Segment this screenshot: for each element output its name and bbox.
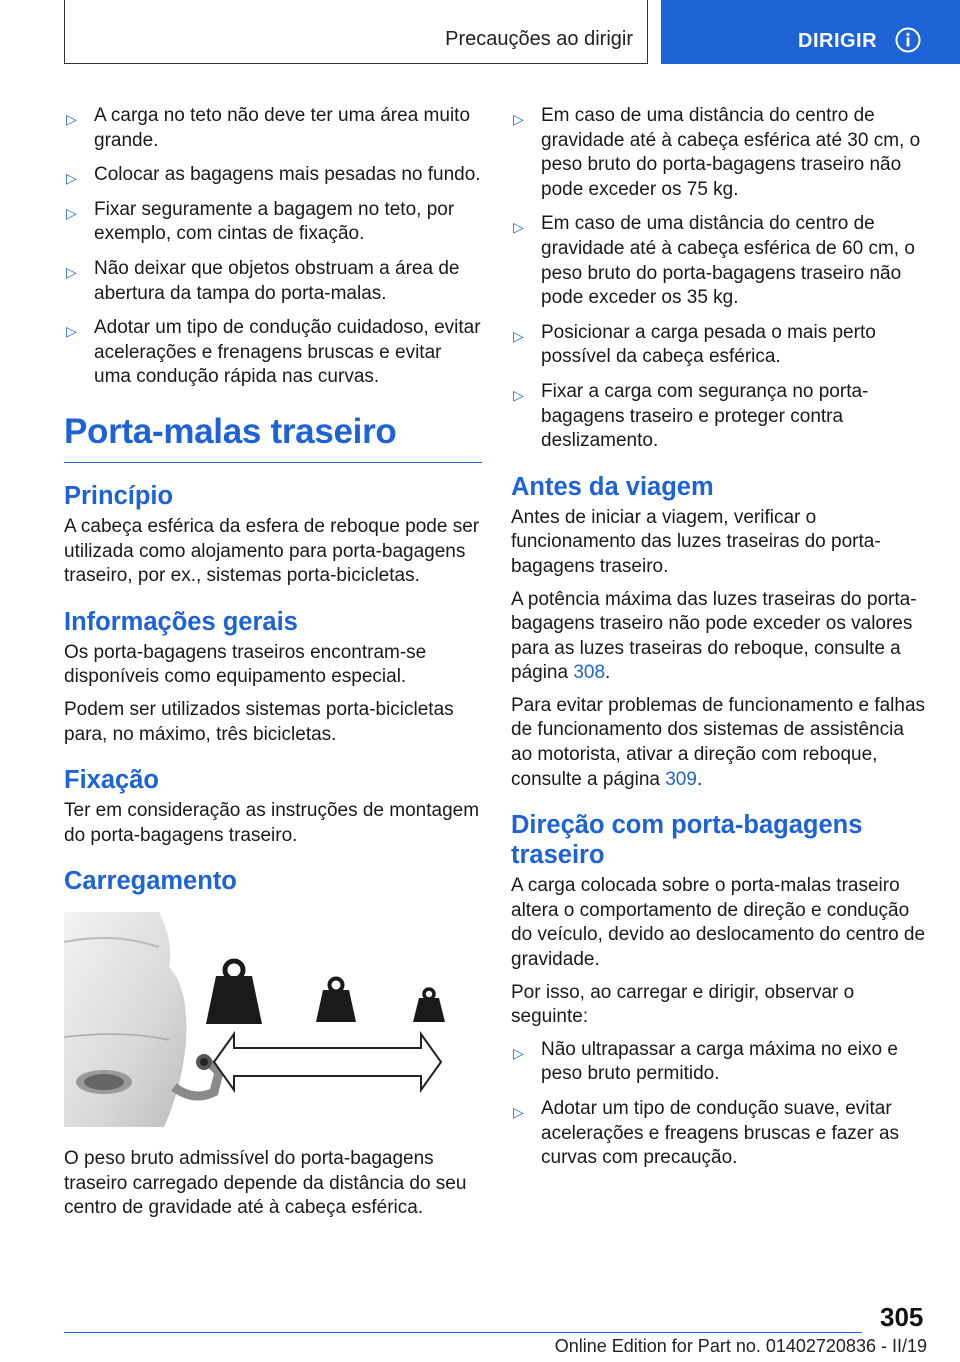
- bullet-triangle-icon: ▷: [513, 111, 524, 127]
- list-item: ▷ Adotar um tipo de condução cuidadoso, evitar acelerações e frenagens bruscas e evitar uma condução rápida nas curvas.: [66, 317, 481, 388]
- list-item: ▷ Colocar as bagagens mais pesadas no fundo.: [64, 163, 482, 188]
- left-column: [64, 104, 482, 1229]
- principio-text: A cabeça esférica da esfera de reboque pode ser utilizada como alojamento para porta-bagagens traseiro, por ex., sistemas porta-bicicletas.: [64, 515, 480, 587]
- carregamento-heading: Carregamento: [64, 867, 237, 896]
- fixacao-heading: Fixação: [64, 766, 159, 795]
- list-item: ▷ A carga no teto não deve ter uma área muito grande.: [66, 105, 471, 151]
- page-link-308[interactable]: 308: [573, 662, 606, 684]
- bullet-triangle-icon: ▷: [66, 263, 77, 280]
- principio-heading: Princípio: [64, 481, 174, 510]
- info-heading: Informações gerais: [64, 607, 298, 636]
- antes-text-1: Antes de iniciar a viagem, verificar o funcionamento das luzes traseiras do porta-bagagens traseiro.: [511, 506, 881, 577]
- page-number: 305: [880, 1302, 924, 1332]
- list-item: ▷ Fixar a carga com segurança no porta-bagagens traseiro e proteger contra deslizamento.: [513, 380, 869, 452]
- antes-heading: Antes da viagem: [511, 472, 714, 501]
- direcao-heading: Direção com porta-bagagens traseiro: [511, 811, 863, 870]
- bullet-triangle-icon: ▷: [66, 111, 77, 127]
- load-tips-list: [64, 104, 482, 390]
- list-item: ▷ Não deixar que objetos obstruam a área de abertura da tampa do porta-malas.: [66, 257, 460, 304]
- bullet-triangle-icon: ▷: [513, 1104, 524, 1120]
- chapter-tab[interactable]: [661, 0, 960, 64]
- distance-arrow: [214, 1034, 441, 1090]
- antes-text-3: Para evitar problemas de funcionamento e falhas de funcionamento dos sistemas de assistência ao motorista, ativar a direção com reboque, consulte a página 309.: [511, 694, 926, 790]
- info-text-2: Podem ser utilizados sistemas porta-bicicletas para, no máximo, três bicicletas.: [64, 698, 454, 745]
- antes-text-2: A potência máxima das luzes traseiras do porta-bagagens traseiro não pode exceder os valores para as luzes traseiras do reboque, consulte a página 308.: [511, 588, 917, 684]
- bullet-triangle-icon: ▷: [513, 386, 524, 403]
- weight-small-icon: [413, 989, 445, 1022]
- list-item: ▷ Não ultrapassar a carga máxima no eixo e peso bruto permitido.: [513, 1038, 898, 1085]
- page-link-309[interactable]: 309: [665, 768, 697, 790]
- carregamento-text: O peso bruto admissível do porta-bagagens traseiro carregado depende da distância do seu centro de gravidade até à cabeça esférica.: [64, 1148, 467, 1219]
- car-rear: [64, 912, 186, 1127]
- bullet-triangle-icon: ▷: [66, 323, 77, 340]
- list-item: ▷ Em caso de uma distância do centro de gravidade até à cabeça esférica até 30 cm, o peso bruto do porta-bagagens traseiro não pode exceder os 75 kg.: [513, 105, 921, 200]
- bullet-triangle-icon: ▷: [66, 170, 77, 187]
- info-icon[interactable]: [895, 27, 921, 53]
- bullet-triangle-icon: ▷: [513, 219, 524, 236]
- driving-tips-list: [511, 1038, 929, 1171]
- weight-medium-icon: [316, 979, 356, 1023]
- illustration-svg: [64, 912, 482, 1127]
- list-item: ▷ Em caso de uma distância do centro de gravidade até à cabeça esférica de 60 cm, o peso bruto do porta-bagagens traseiro não pode exceder os 35 kg.: [513, 213, 915, 309]
- direcao-text-2: Por isso, ao carregar e dirigir, observar o seguinte:: [511, 981, 855, 1028]
- fixacao-text: Ter em consideração as instruções de montagem do porta-bagagens traseiro.: [64, 800, 480, 846]
- main-heading: Porta-malas traseiro: [64, 412, 482, 463]
- right-column: [511, 104, 929, 1181]
- bullet-triangle-icon: ▷: [513, 327, 524, 344]
- direcao-text-1: A carga colocada sobre o porta-malas traseiro altera o comportamento de direção e condução do veículo, devido ao deslocamento do centro de gravidade.: [511, 875, 926, 971]
- header-section-box: [64, 0, 648, 64]
- edition-note: Online Edition for Part no. 01402720836 - II/19: [554, 1336, 927, 1356]
- list-item: ▷ Adotar um tipo de condução suave, evitar acelerações e freagens bruscas e fazer as curvas com precaução.: [513, 1098, 900, 1169]
- load-distance-illustration: [64, 912, 482, 1127]
- footer-divider: [64, 1332, 862, 1333]
- weight-large-icon: [206, 961, 262, 1024]
- bullet-triangle-icon: ▷: [513, 1044, 524, 1061]
- info-text-1: Os porta-bagagens traseiros encontram-se disponíveis como equipamento especial.: [64, 641, 427, 688]
- bullet-triangle-icon: ▷: [66, 204, 77, 221]
- section-title: Precauções ao dirigir: [445, 28, 633, 50]
- list-item: ▷ Posicionar a carga pesada o mais perto possível da cabeça esférica.: [513, 321, 876, 368]
- list-item: ▷ Fixar seguramente a bagagem no teto, por exemplo, com cintas de fixação.: [66, 198, 455, 245]
- weight-limits-list: [511, 104, 929, 454]
- chapter-title: DIRIGIR: [798, 30, 878, 52]
